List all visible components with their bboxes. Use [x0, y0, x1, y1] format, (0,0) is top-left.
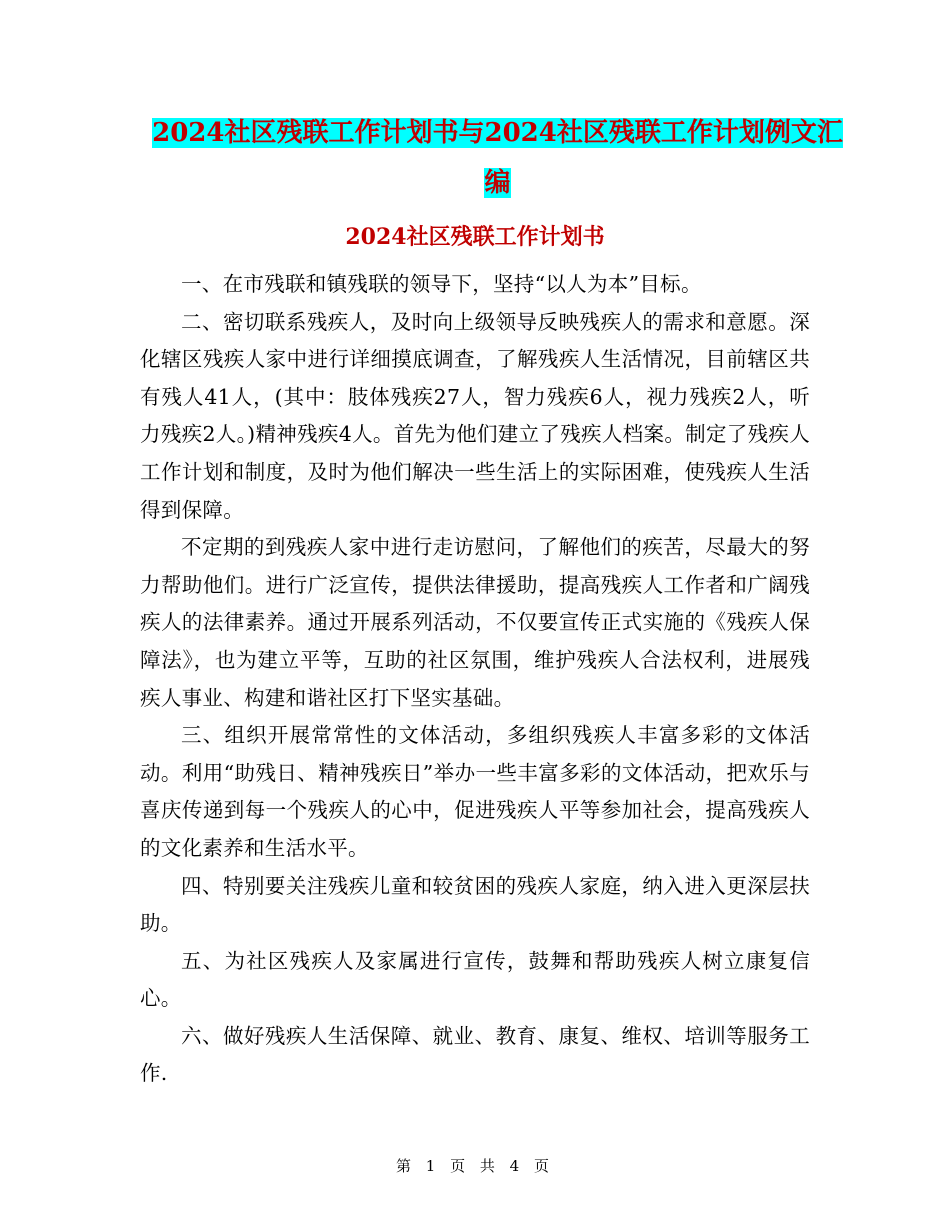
paragraph: 二、密切联系残疾人，及时向上级领导反映残疾人的需求和意愿。深化辖区残疾人家中进行详细摸底调查，了解残疾人生活情况，目前辖区共有残人41人，(其中：肢体残疾27人，智力残疾6人，视力残疾2人，听力残疾2人。)精神残疾4人。首先为他们建立了残疾人档案。制定了残疾人工作计划和制度，及时为他们解决一些生活上的实际困难，使残疾人生活得到保障。 [140, 309, 810, 522]
paragraph: 六、做好残疾人生活保障、就业、教育、康复、维权、培训等服务工作. [140, 1023, 810, 1086]
paragraph: 三、组织开展常常性的文体活动，多组织残疾人丰富多彩的文体活动。利用“助残日、精神残疾日”举办一些丰富多彩的文体活动，把欢乐与喜庆传递到每一个残疾人的心中，促进残疾人平等参加社会，提高残疾人的文化素养和生活水平。 [140, 723, 810, 860]
section-title: 2024社区残联工作计划书 [345, 224, 605, 250]
paragraph: 五、为社区残疾人及家属进行宣传，鼓舞和帮助残疾人树立康复信心。 [140, 948, 810, 1011]
paragraph: 不定期的到残疾人家中进行走访慰问，了解他们的疾苦，尽最大的努力帮助他们。进行广泛宣传，提供法律援助，提高残疾人工作者和广阔残疾人的法律素养。通过开展系列活动，不仅要宣传正式实施的《残疾人保障法》，也为建立平等，互助的社区氛围，维护残疾人合法权利，进展残疾人事业、构建和谐社区打下坚实基础。 [140, 535, 810, 710]
paragraph: 一、在市残联和镇残联的领导下，坚持“以人为本”目标。 [181, 272, 702, 296]
document-title [140, 108, 855, 208]
page-footer: 第 1 页 共 4 页 [396, 1157, 554, 1175]
document-body [140, 266, 810, 1093]
document-title-text: 2024社区残联工作计划书与2024社区残联工作计划例文汇编 [152, 118, 843, 198]
paragraph: 四、特别要关注残疾儿童和较贫困的残疾人家庭，纳入进入更深层扶助。 [140, 873, 810, 936]
